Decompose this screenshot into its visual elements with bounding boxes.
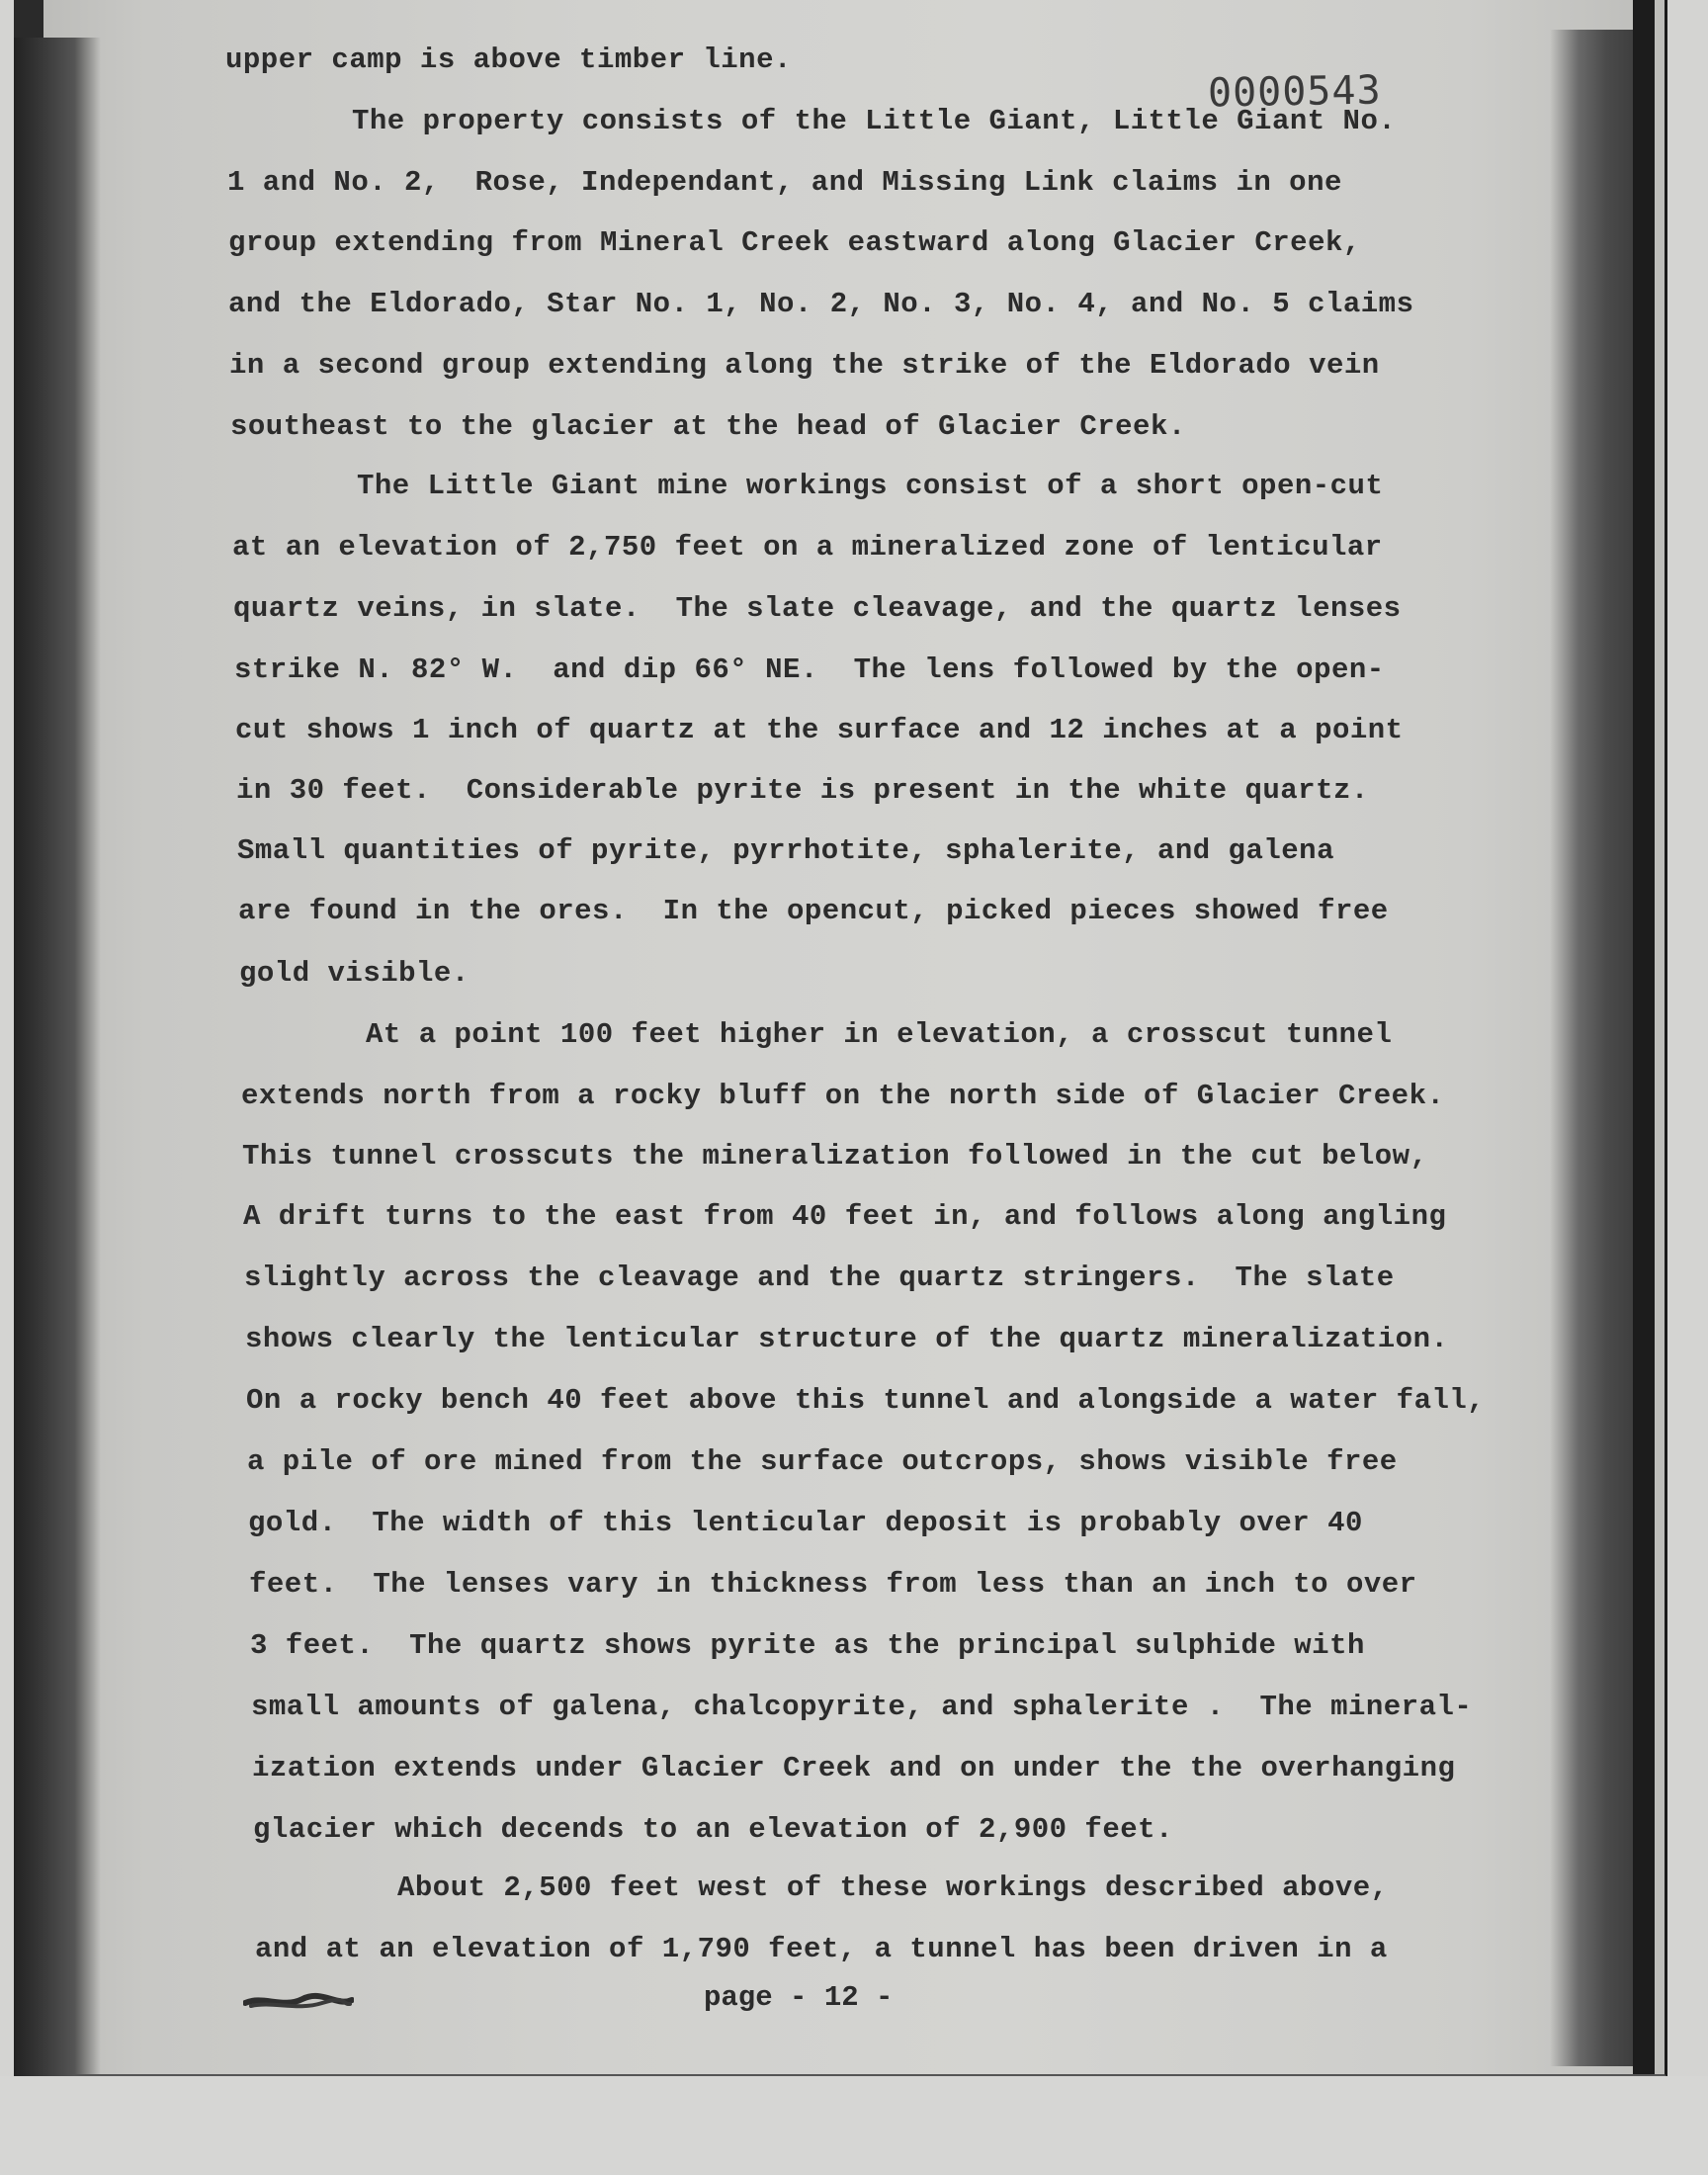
text-line: ization extends under Glacier Creek and on under the the overhanging	[252, 1752, 1456, 1784]
text-line: gold visible.	[239, 957, 470, 990]
text-line: and at an elevation of 1,790 feet, a tunnel has been driven in a	[255, 1933, 1388, 1965]
text-line: extends north from a rocky bluff on the north side of Glacier Creek.	[241, 1080, 1445, 1112]
text-line: The property consists of the Little Giant, Little Giant No.	[352, 105, 1397, 137]
text-line: cut shows 1 inch of quartz at the surface and 12 inches at a point	[235, 714, 1404, 746]
text-line: This tunnel crosscuts the mineralization followed in the cut below,	[242, 1140, 1428, 1173]
text-line: strike N. 82° W. and dip 66° NE. The lens followed by the open-	[234, 653, 1385, 686]
text-line: shows clearly the lenticular structure of the quartz mineralization.	[245, 1323, 1449, 1355]
text-line: feet. The lenses vary in thickness from less than an inch to over	[249, 1568, 1417, 1601]
left-scan-shadow	[14, 38, 101, 2076]
text-line: quartz veins, in slate. The slate cleavage, and the quartz lenses	[233, 592, 1402, 625]
text-line: small amounts of galena, chalcopyrite, and sphalerite . The mineral-	[251, 1691, 1473, 1723]
text-line: About 2,500 feet west of these workings described above,	[397, 1871, 1389, 1904]
right-scan-shadow	[1550, 30, 1645, 2066]
text-line: 1 and No. 2, Rose, Independant, and Missing Link claims in one	[227, 166, 1342, 199]
text-line: and the Eldorado, Star No. 1, No. 2, No. 3, No. 4, and No. 5 claims	[228, 288, 1414, 320]
document-number-stamp: 0000543	[1207, 67, 1382, 117]
text-line: in a second group extending along the strike of the Eldorado vein	[229, 349, 1380, 382]
text-line: in 30 feet. Considerable pyrite is present in the white quartz.	[236, 774, 1369, 807]
text-line: at an elevation of 2,750 feet on a mineralized zone of lenticular	[232, 531, 1383, 564]
text-line: a pile of ore mined from the surface outcrops, shows visible free	[247, 1445, 1398, 1478]
text-line: 3 feet. The quartz shows pyrite as the principal sulphide with	[250, 1629, 1365, 1662]
text-line: are found in the ores. In the opencut, picked pieces showed free	[238, 895, 1389, 927]
text-line: Small quantities of pyrite, pyrrhotite, sphalerite, and galena	[237, 834, 1334, 867]
text-line: glacier which decends to an elevation of 2,900 feet.	[253, 1813, 1173, 1846]
text-line: A drift turns to the east from 40 feet in, and follows along angling	[243, 1200, 1447, 1233]
text-line: slightly across the cleavage and the quartz stringers. The slate	[244, 1262, 1395, 1294]
text-line: At a point 100 feet higher in elevation, a crosscut tunnel	[366, 1018, 1393, 1051]
right-scan-border	[1633, 0, 1655, 2074]
page-number: page - 12 -	[704, 1981, 894, 2014]
text-line: The Little Giant mine workings consist of a short open-cut	[357, 470, 1384, 502]
text-line: upper camp is above timber line.	[225, 44, 792, 76]
text-line: On a rocky bench 40 feet above this tunnel and alongside a water fall,	[246, 1384, 1486, 1417]
scanner-bed-margin	[0, 2076, 1708, 2175]
text-line: group extending from Mineral Creek eastward along Glacier Creek,	[228, 226, 1361, 259]
pen-scribble-mark	[243, 1991, 354, 2013]
text-line: southeast to the glacier at the head of Glacier Creek.	[230, 410, 1186, 443]
text-line: gold. The width of this lenticular deposit is probably over 40	[248, 1507, 1363, 1539]
